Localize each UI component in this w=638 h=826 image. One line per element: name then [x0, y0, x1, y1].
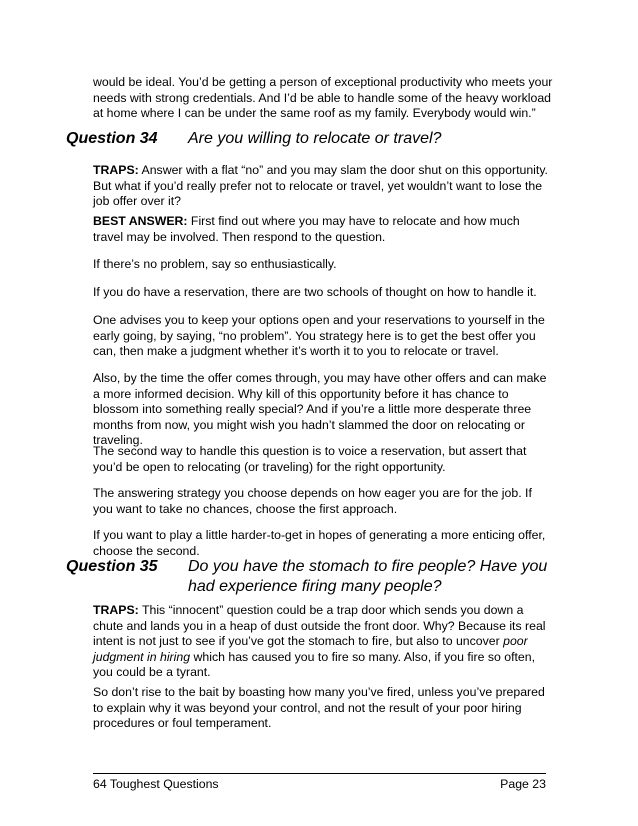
q34-paragraph-2: If you do have a reservation, there are two schools of thought on how to handle it. [93, 285, 537, 299]
footer-divider [93, 773, 546, 774]
q35-traps-paragraph [93, 603, 553, 681]
traps-italic-phrase: poor judgment in hiring [93, 634, 528, 664]
footer-document-title: 64 Toughest Questions [93, 777, 219, 791]
q34-paragraph-6: The answering strategy you choose depends on how eager you are for the job. If you want to take no chances, choose the first approach. [93, 486, 532, 516]
q34-paragraph-1: If there’s no problem, say so enthusiastically. [93, 257, 337, 271]
traps-text-a: This “innocent” question could be a trap door which sends you down a chute and lands you in a heap of dust outside the front door. Why? Because its real intent is not just to see if you’ve got the stomach to fire, but also to uncover [93, 603, 546, 648]
intro-paragraph: would be ideal. You’d be getting a person of exceptional productivity who meets your needs with strong credentials. And I’d be able to handle some of the heavy workload at home where I can be under the same roof as my family. Everybody would win.” [93, 75, 553, 120]
q34-paragraph-5: The second way to handle this question is to voice a reservation, but assert that you’d be open to relocating (or traveling) for the right opportunity. [93, 444, 527, 474]
q34-best-answer-paragraph [93, 214, 553, 245]
question-34-title: Are you willing to relocate or travel? [188, 130, 442, 147]
question-34-number: Question 34 [66, 130, 158, 147]
q35-paragraph-1: So don’t rise to the bait by boasting how many you’ve fired, unless you’ve prepared to explain why it was beyond your control, and not the result of your poor hiring procedures or foul temperament. [93, 685, 545, 730]
traps-label: TRAPS: [93, 163, 139, 177]
traps-text: Answer with a flat “no” and you may slam the door shut on this opportunity. But what if you’d really prefer not to relocate or travel, yet wouldn’t want to lose the job offer over it? [93, 163, 548, 208]
traps-text-b: which has caused you to fire so many. Also, if you fire so often, you could be a tyrant. [93, 649, 536, 679]
best-answer-text: First find out where you may have to relocate and how much travel may be involved. Then respond to the question. [93, 214, 520, 244]
footer-page-number: Page 23 [500, 777, 546, 791]
q34-traps-paragraph [93, 163, 553, 210]
q34-paragraph-3: One advises you to keep your options open and your reservations to yourself in the early going, by saying, “no problem”. You strategy here is to get the best offer you can, then make a judgment whether it’s worth it to you to relocate or travel. [93, 313, 545, 358]
q34-paragraph-7: If you want to play a little harder-to-get in hopes of generating a more enticing offer, choose the second. [93, 528, 546, 558]
best-answer-label: BEST ANSWER: [93, 214, 188, 228]
traps-label: TRAPS: [93, 603, 139, 617]
q34-paragraph-4: Also, by the time the offer comes through, you may have other offers and can make a more informed decision. Why kill of this opportunity before it has chance to blossom into something really special? And if you’re a little more desperate three months from now, you might wish you hadn’t slammed the door on relocating or traveling. [93, 371, 547, 447]
question-35-number: Question 35 [66, 558, 158, 575]
question-35-title: Do you have the stomach to fire people? Have you had experience firing many people? [188, 558, 548, 595]
